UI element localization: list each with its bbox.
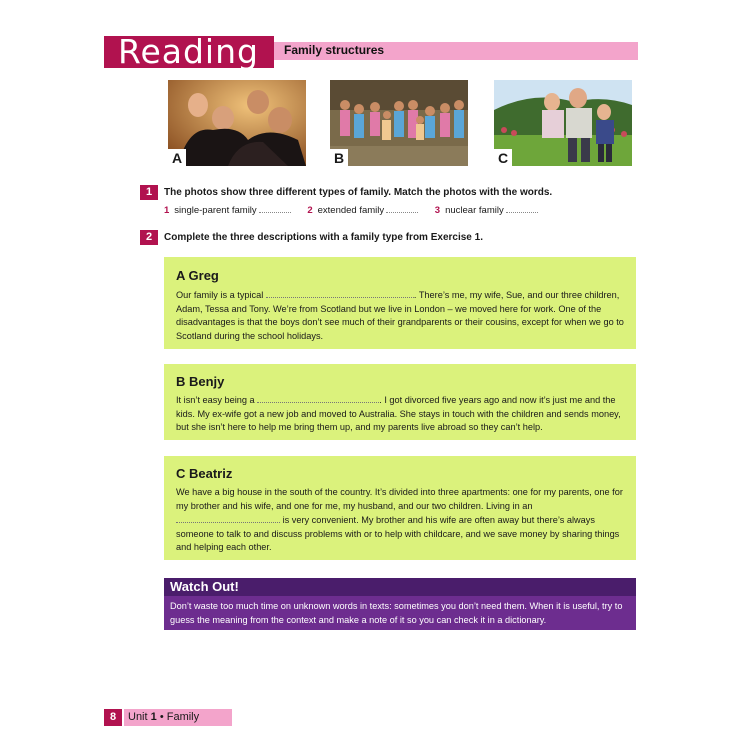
text-benjy-after: . I got divorced five years ago and now it’s just me and the kids. My ex-wife got a new job and moved to Australia. She stays in touch with the children and sends money, but she isn’t here to help me bring them up, and my parents live abroad so they can’t help. — [176, 395, 621, 432]
text-title-beatriz: C Beatriz — [176, 466, 233, 481]
unit-word: Unit — [128, 711, 148, 723]
family-photo-b-image — [330, 80, 468, 166]
unit-title: Family — [166, 711, 200, 723]
photo-b — [330, 80, 468, 166]
text-body-benjy — [176, 393, 631, 435]
word-3-answer-blank[interactable] — [506, 212, 538, 213]
page-header — [104, 32, 638, 71]
beatriz-answer-blank[interactable] — [176, 513, 280, 523]
photo-label-c: C — [494, 149, 512, 166]
family-photo-c-image — [494, 80, 632, 166]
text-beatriz-after: is very convenient. My brother and his wife are often away but there’s always someone to talk to and discuss problems with or to help with childcare, and we save money by sharing things and helping each other. — [176, 515, 620, 552]
text-title-benjy: B Benjy — [176, 374, 225, 389]
text-box-benjy — [164, 364, 636, 440]
word-1-text: single-parent family — [174, 205, 257, 216]
text-beatriz-before: We have a big house in the south of the country. It’s divided into three apartments: one for my parents, one for my brother and his wife, and one for me, my husband, and our two children. Living in an — [176, 487, 623, 511]
word-2-number: 2 — [307, 205, 313, 216]
word-2-answer-blank[interactable] — [386, 212, 418, 213]
word-list — [164, 205, 552, 216]
exercise-2-number: 2 — [140, 230, 158, 245]
watch-out-text: Don’t waste too much time on unknown words in texts: sometimes you don’t need them. When it is useful, try to guess the meaning from the context and make a note of it so you can check it in a dictionary. — [170, 601, 623, 625]
section-subtitle: Family structures — [284, 43, 385, 57]
exercise-1-number: 1 — [140, 185, 158, 200]
text-box-beatriz — [164, 456, 636, 560]
greg-answer-blank[interactable] — [266, 288, 414, 298]
photo-a — [168, 80, 306, 166]
family-photo-a-image — [168, 80, 306, 166]
word-2-text: extended family — [317, 205, 385, 216]
word-3-text: nuclear family — [445, 205, 504, 216]
section-title: Reading — [118, 32, 259, 71]
text-benjy-before: It isn’t easy being a — [176, 395, 255, 405]
word-3-number: 3 — [434, 205, 441, 216]
word-1-number: 1 — [164, 205, 170, 216]
exercise-2-instruction: Complete the three descriptions with a family type from Exercise 1. — [164, 232, 483, 243]
watch-out-header — [164, 578, 636, 596]
unit-bullet: • — [159, 711, 164, 723]
unit-number: 1 — [150, 711, 157, 723]
photo-label-b: B — [330, 149, 348, 166]
watch-out-box — [164, 578, 636, 630]
text-title-greg: A Greg — [176, 268, 219, 283]
benjy-answer-blank[interactable] — [257, 393, 379, 403]
exercise-1-instruction: The photos show three different types of family. Match the photos with the words. — [164, 187, 553, 198]
unit-label — [124, 709, 232, 726]
text-box-greg — [164, 257, 636, 349]
text-body-beatriz — [176, 486, 631, 555]
text-greg-after: . There’s me, my wife, Sue, and our three children, Adam, Tessa and Tony. We’re from Scotland but we live in London – we moved here for work. One of the disadvantages is that the boys don’t see much of their grandparents or their cousins, except for when we go to Scotland during the school holidays. — [176, 290, 624, 341]
photo-label-a: A — [168, 149, 186, 166]
section-title-block — [104, 32, 274, 71]
word-1-answer-blank[interactable] — [259, 212, 291, 213]
text-body-greg — [176, 288, 631, 343]
watch-out-title: Watch Out! — [170, 579, 239, 594]
text-greg-before: Our family is a typical — [176, 290, 264, 300]
page-number: 8 — [104, 709, 122, 726]
photo-c — [494, 80, 632, 166]
